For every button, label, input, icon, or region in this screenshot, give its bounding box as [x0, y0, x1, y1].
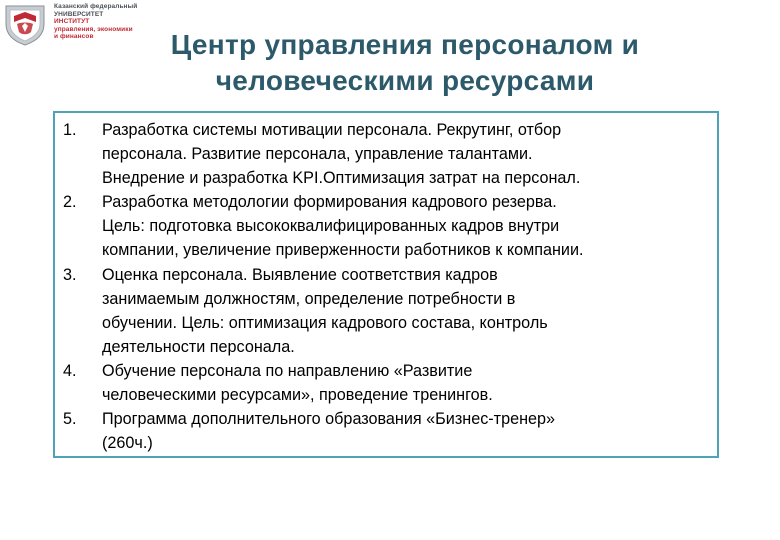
list-item-text: Разработка методологии формирования кадрового резерва. Цель: подготовка высококвалифицированных кадров внутри компании, увеличение приверженности работников к компании.: [102, 193, 584, 260]
list-item-number: 5.: [63, 410, 77, 429]
list-item-number: 2.: [63, 193, 77, 212]
list-item-text: Разработка системы мотивации персонала. Рекрутинг, отбор персонала. Развитие персонала, управление талантами. Внедрение и разработка KPI.Оптимизация затрат на персонал.: [102, 121, 581, 188]
logo-university-line-1: Казанский федеральный: [54, 3, 138, 10]
page-title: [100, 27, 710, 99]
logo-institute-line-1: ИНСТИТУТ: [54, 18, 90, 26]
list-item: [63, 359, 707, 407]
list-item: [63, 407, 707, 455]
list-item: [63, 118, 707, 190]
list-item-text: Оценка персонала. Выявление соответствия кадров занимаемым должностям, определение потребности в обучении. Цель: оптимизация кадрового состава, контроль деятельности персонала.: [102, 265, 548, 356]
list-item-number: 3.: [63, 265, 77, 284]
logo-university-line-2: УНИВЕРСИТЕТ: [54, 10, 104, 18]
page-title-text: Центр управления персоналом и человеческими ресурсами: [170, 29, 640, 96]
list-item: [63, 190, 707, 262]
university-emblem-icon: [2, 2, 48, 46]
list-item-number: 1.: [63, 121, 77, 139]
list-item-number: 4.: [63, 361, 77, 380]
list-item-text: Программа дополнительного образования «Бизнес-тренер» (260ч.): [102, 410, 556, 453]
list-item-text: Обучение персонала по направлению «Развитие человеческими ресурсами», проведение тренингов.: [102, 361, 493, 405]
logo-institute-line-2: управления, экономики: [54, 25, 133, 33]
numbered-list: [55, 113, 717, 455]
logo-institute-line-3: и финансов: [54, 33, 94, 41]
list-item: [63, 263, 707, 359]
content-box: [53, 111, 719, 458]
